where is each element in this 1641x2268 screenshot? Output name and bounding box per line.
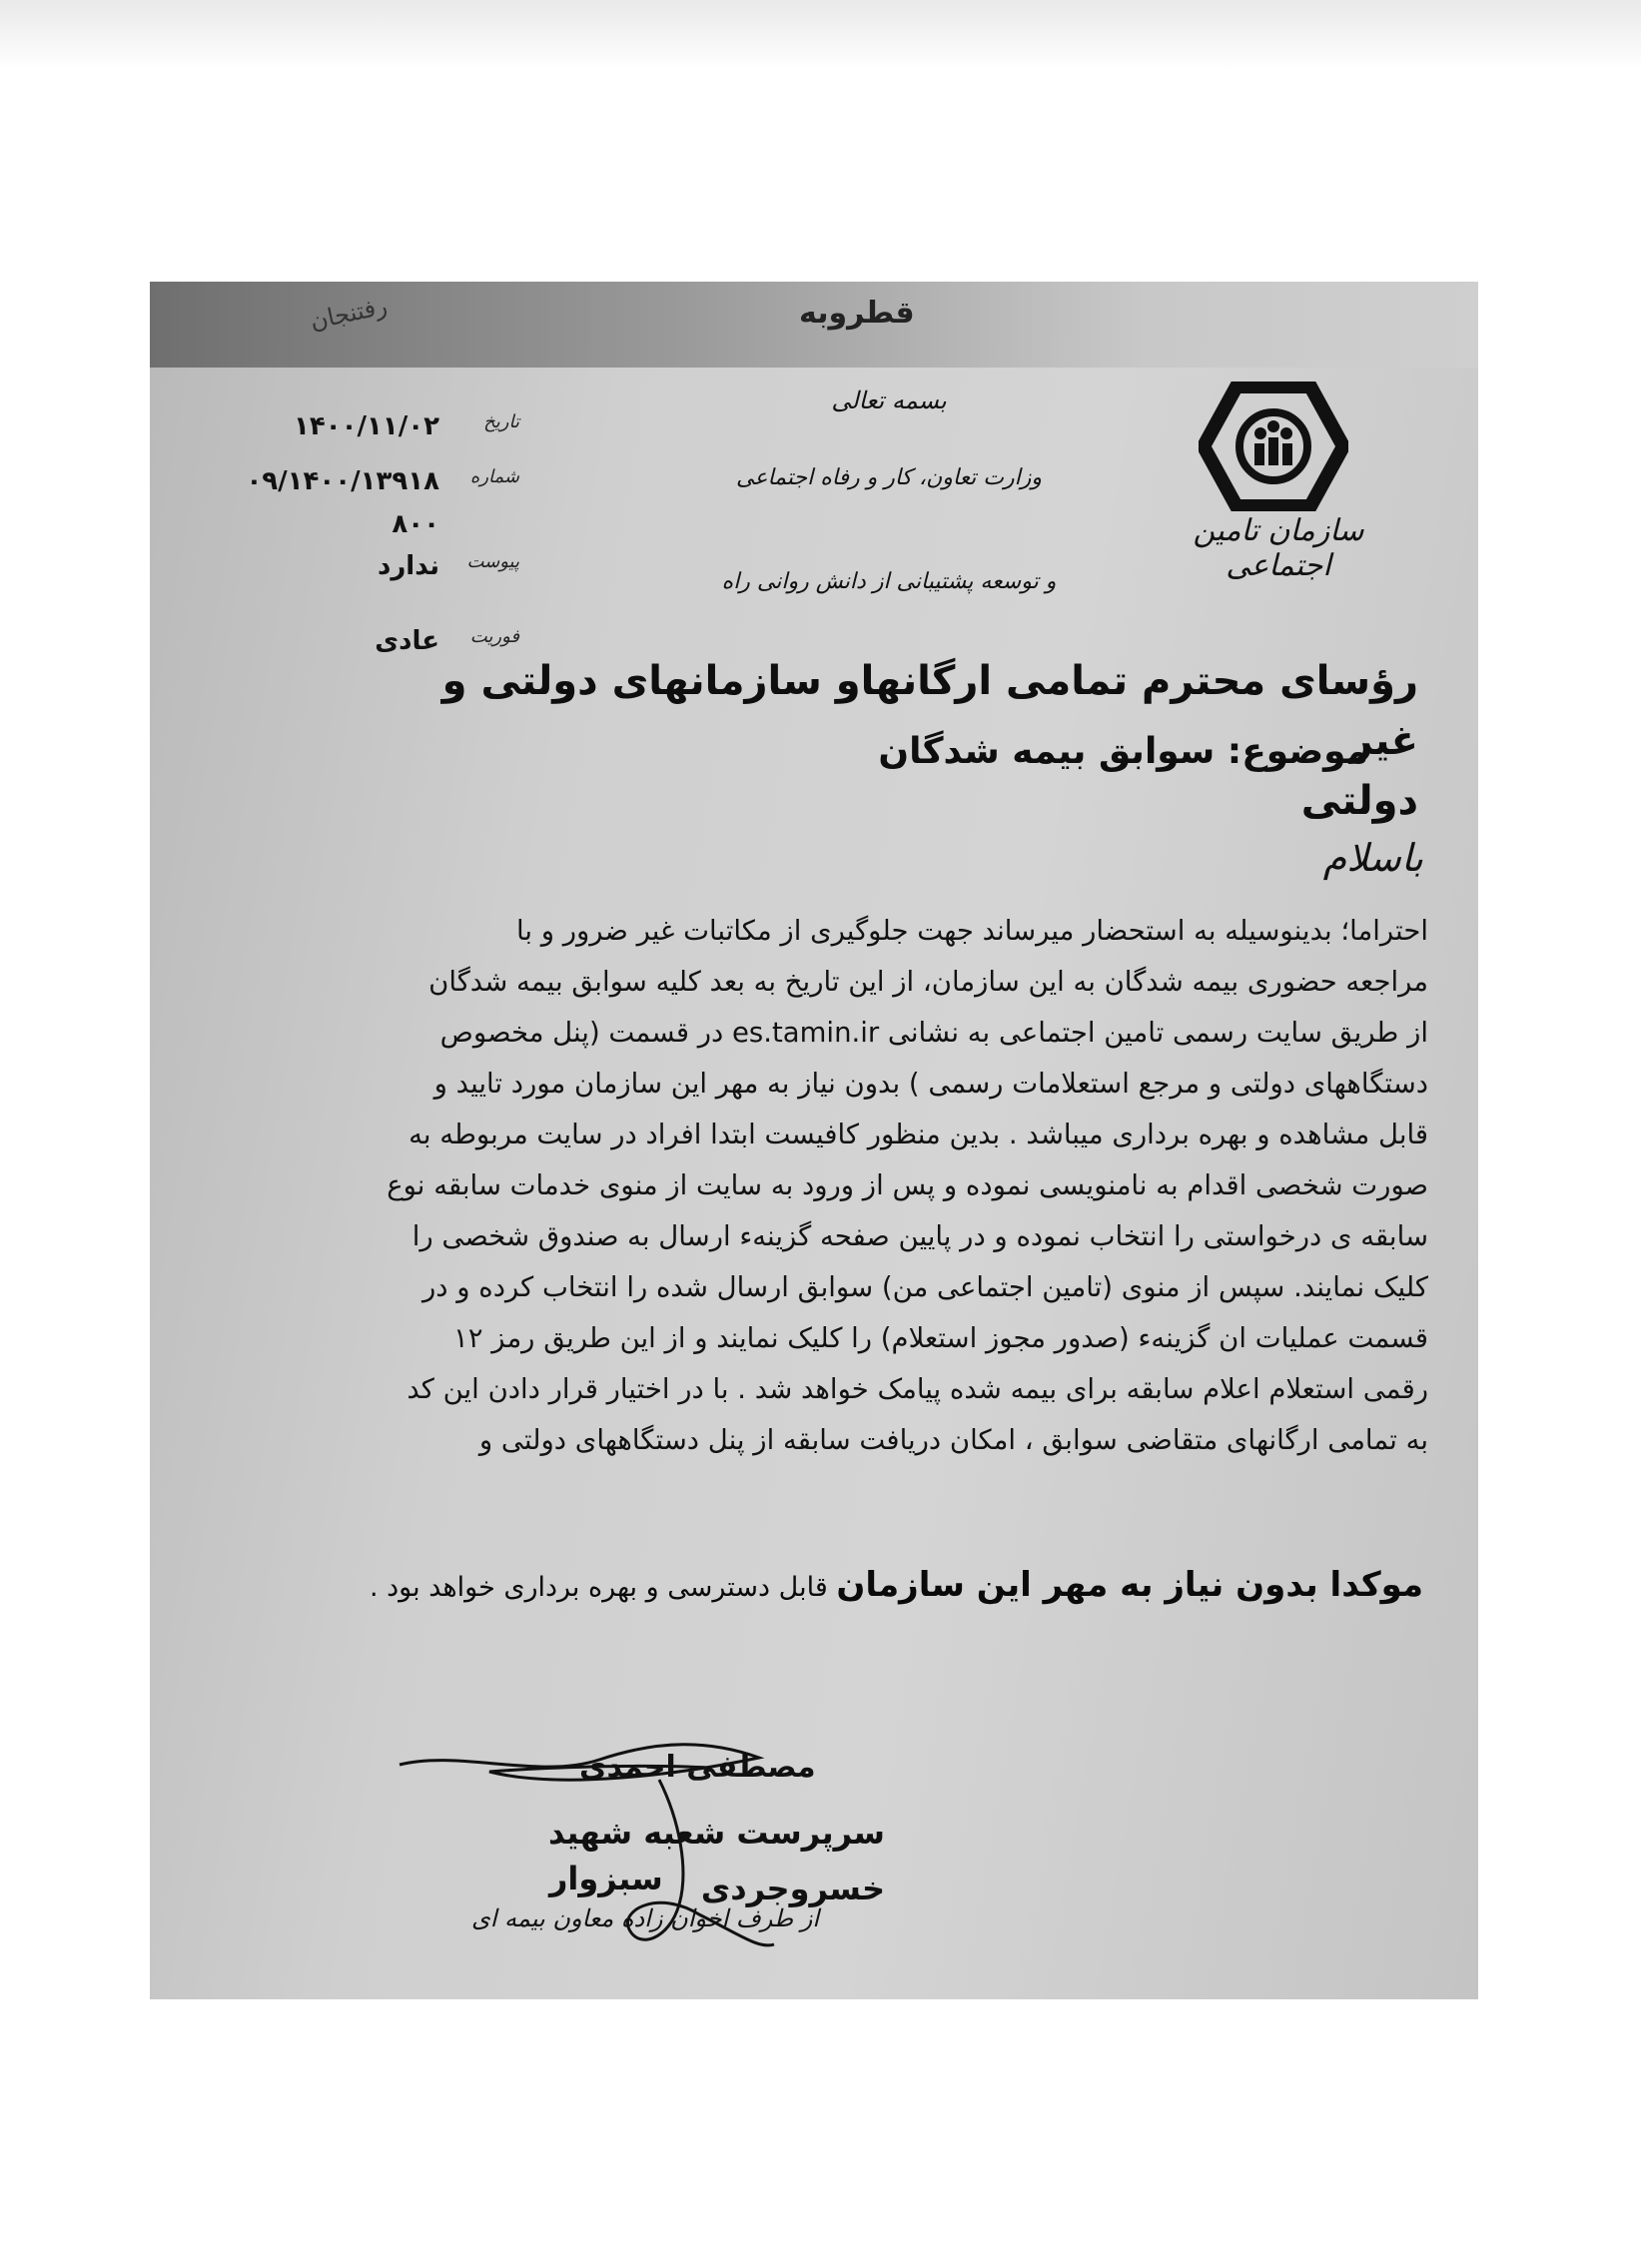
body-line: سابقه ی درخواستی را انتخاب نموده و در پایین صفحه گزینهء ارسال به صندوق شخصی را <box>411 1220 1428 1252</box>
body-line: صورت شخصی اقدام به نامنویسی نموده و پس از ورود به سایت از منوی خدمات سابقه نوع <box>387 1169 1428 1201</box>
body-line: قابل مشاهده و بهره برداری میباشد . بدین منظور کافیست ابتدا افراد در سایت مربوطه به <box>409 1119 1428 1150</box>
number-row <box>150 466 549 506</box>
map-label: رفتنجان <box>307 292 391 336</box>
handwritten-signature <box>380 1720 899 1959</box>
body-line: مراجعه حضوری بیمه شدگان به این سازمان، از این تاریخ به بعد کلیه سوابق بیمه شدگان <box>428 966 1428 998</box>
recipient-line: رؤسای محترم تمامی ارگانهاو سازمانهای دولتی و غیر <box>441 658 1418 764</box>
salutation: باسلام <box>1322 836 1423 880</box>
emphasis-line <box>370 1565 1423 1605</box>
attachment-row <box>150 551 549 591</box>
recipient-line: دولتی <box>1300 778 1418 824</box>
date-value: ۱۴۰۰/۱۱/۰۲ <box>294 411 439 441</box>
number-extra: ۸۰۰ <box>392 509 439 539</box>
ministry-name: وزارت تعاون، کار و رفاه اجتماعی <box>735 465 1042 490</box>
attachment-label: پیوست <box>466 551 519 572</box>
body-line: قسمت عملیات ان گزینهء (صدور مجوز استعلام) را کلیک نمایند و از این طریق رمز ۱۲ <box>452 1322 1428 1354</box>
signer-city: سبزوار <box>549 1860 663 1897</box>
date-row <box>150 411 549 451</box>
date-label: تاریخ <box>483 411 519 432</box>
priority-value: عادی <box>375 626 439 656</box>
number-extra-row <box>150 509 549 549</box>
letter-body <box>230 906 1428 1466</box>
distribution-note: و توسعه پشتیبانی از دانش روانی راه <box>721 569 1057 594</box>
body-line: از طریق سایت رسمی تامین اجتماعی به نشانی es.tamin.ir در قسمت (پنل مخصوص <box>439 1017 1428 1049</box>
basmala: بسمه تعالی <box>831 386 947 414</box>
body-line: به تمامی ارگانهای متقاضی سوابق ، امکان دریافت سابقه از پنل دستگاههای دولتی و <box>478 1424 1428 1456</box>
letter-photo <box>150 282 1478 1999</box>
attachment-value: ندارد <box>377 551 439 581</box>
scan-artifact-top <box>0 0 1641 70</box>
body-line: رقمی استعلام اعلام سابقه برای بیمه شده پیامک خواهد شد . با در اختیار قرار دادن این کد <box>407 1373 1428 1405</box>
signer-name: مصطفی احمدی <box>579 1750 816 1785</box>
number-label: شماره <box>469 466 519 487</box>
emphasis-bold: موکدا بدون نیاز به مهر این سازمان <box>836 1565 1423 1605</box>
subject: موضوع: سوابق بیمه شدگان <box>878 731 1368 772</box>
emphasis-rest: قابل دسترسی و بهره برداری خواهد بود . <box>369 1572 837 1603</box>
tamin-logo-icon <box>1199 381 1348 511</box>
body-line: دستگاههای دولتی و مرجع استعلامات رسمی ) بدون نیاز به مهر این سازمان مورد تایید و <box>433 1068 1428 1100</box>
signer-title: سرپرست شعبه شهید خسروجردی <box>547 1814 885 1907</box>
number-value: ۰۹/۱۴۰۰/۱۳۹۱۸ <box>246 466 439 496</box>
body-line: کلیک نمایند. سپس از منوی (تامین اجتماعی من) سوابق ارسال شده را انتخاب کرده و در <box>422 1271 1428 1303</box>
on-behalf-note: از طرف اخوان زاده معاون بیمه ای <box>470 1904 819 1932</box>
org-name: سازمان تامین اجتماعی <box>1193 513 1364 583</box>
map-label: قطروبه <box>799 296 915 331</box>
body-line: احتراما؛ بدینوسیله به استحضار میرساند جهت جلوگیری از مکاتبات غیر ضرور و با <box>515 915 1428 947</box>
map-strip <box>150 282 1478 368</box>
priority-label: فوریت <box>469 626 519 647</box>
